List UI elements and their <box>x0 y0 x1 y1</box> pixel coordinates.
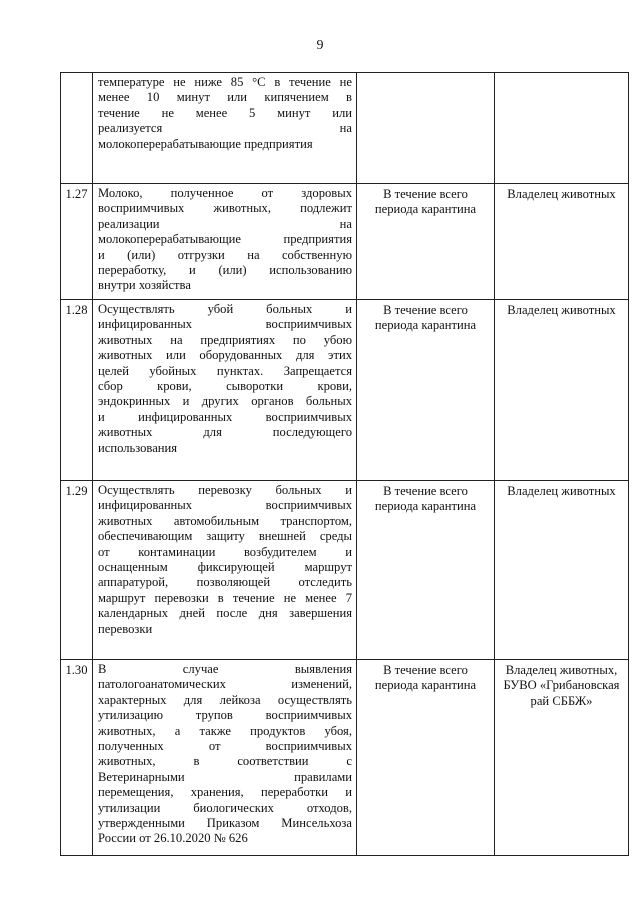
text-line: В течение всего <box>383 187 468 201</box>
text-line: БУВО «Грибановская <box>503 678 620 693</box>
measure-line: и (или) отгрузки на собственную <box>98 247 352 262</box>
row-number-cell <box>61 73 93 184</box>
period-cell <box>357 184 495 300</box>
row-number-cell <box>61 660 93 856</box>
text-line: Владелец животных <box>507 187 616 201</box>
text-line: периода карантина <box>374 678 477 693</box>
responsible-cell <box>495 481 629 660</box>
row-number: 1.28 <box>65 303 88 317</box>
measure-line: утилизации биологических отходов, <box>98 800 352 815</box>
measure-line: течение не менее 5 минут или <box>98 105 352 120</box>
text-line: рай СББЖ» <box>530 693 593 708</box>
measure-line: перевозки <box>98 621 153 636</box>
text-line: Владелец животных, <box>505 663 618 677</box>
measure-cell <box>93 660 357 856</box>
measure-line: характерных для лейкоза осуществлять <box>98 692 352 707</box>
measure-line: В случае выявления <box>98 662 352 676</box>
measure-line: менее 10 минут или кипячением в <box>98 90 352 105</box>
measure-line: эндокринных и других органов больных <box>98 394 352 409</box>
measures-table <box>60 72 629 856</box>
measure-line: Осуществлять убой больных и <box>98 302 352 316</box>
measure-cell <box>93 184 357 300</box>
measure-line: реализуется на <box>98 121 352 136</box>
responsible-cell <box>495 73 629 184</box>
measure-text <box>98 186 352 294</box>
measure-line: патологоанатомических изменений, <box>98 677 352 692</box>
measure-line: утилизацию трупов восприимчивых <box>98 708 352 723</box>
page-number: 9 <box>316 38 324 53</box>
row-number: 1.27 <box>65 187 88 201</box>
text-line: В течение всего <box>383 484 468 498</box>
measure-cell <box>93 300 357 481</box>
responsible-cell <box>495 300 629 481</box>
table-row <box>61 660 629 856</box>
measure-line: температуре не ниже 85 °С в течение не <box>98 75 352 89</box>
measure-line: животных на предприятиях по убою <box>98 332 352 347</box>
responsible-cell <box>495 660 629 856</box>
measure-line: молокоперерабатывающие предприятия <box>98 136 313 151</box>
measure-cell <box>93 73 357 184</box>
measure-text <box>98 483 352 637</box>
measure-line: переработку, и (или) использованию <box>98 263 352 278</box>
table-row <box>61 73 629 184</box>
text-line: В течение всего <box>383 663 468 677</box>
measure-line: от контаминации возбудителем и <box>98 544 352 559</box>
row-number-cell <box>61 481 93 660</box>
text-line: В течение всего <box>383 303 468 317</box>
text-line: Владелец животных <box>507 484 616 498</box>
measure-line: целей убойных пунктах. Запрещается <box>98 363 352 378</box>
measure-line: обеспечивающим защиту внешней среды <box>98 529 352 544</box>
measure-line: животных или оборудованных для этих <box>98 348 352 363</box>
responsible-cell <box>495 184 629 300</box>
measure-line: инфицированных восприимчивых <box>98 498 352 513</box>
measure-line: внутри хозяйства <box>98 278 191 293</box>
table-row <box>61 184 629 300</box>
measure-line: молокоперерабатывающие предприятия <box>98 232 352 247</box>
measure-line: животных, а также продуктов убоя, <box>98 723 352 738</box>
measure-text <box>98 302 352 456</box>
period-cell <box>357 300 495 481</box>
row-number-cell <box>61 184 93 300</box>
measure-line: календарных дней после дня завершения <box>98 606 352 621</box>
table-row <box>61 300 629 481</box>
measure-line: утвержденными Приказом Минсельхоза <box>98 816 352 831</box>
measure-line: животных, в соответствии с <box>98 754 352 769</box>
period-cell <box>357 660 495 856</box>
measure-line: сбор крови, сыворотки крови, <box>98 379 352 394</box>
row-number: 1.30 <box>65 663 88 677</box>
measure-line: реализации на <box>98 216 352 231</box>
measure-line: использования <box>98 440 178 455</box>
text-line: периода карантина <box>374 202 477 217</box>
measure-text <box>98 75 352 152</box>
measure-line: инфицированных восприимчивых <box>98 317 352 332</box>
period-cell <box>357 481 495 660</box>
measure-line: аппаратурой, позволяющей отследить <box>98 575 352 590</box>
measure-line: оснащенным фиксирующей маршрут <box>98 560 352 575</box>
measure-line: России от 26.10.2020 № 626 <box>98 831 248 846</box>
measure-text <box>98 662 352 847</box>
text-line: Владелец животных <box>507 303 616 317</box>
measure-line: маршрут перевозки в течение не менее 7 <box>98 590 352 605</box>
measure-line: животных автомобильным транспортом, <box>98 513 352 528</box>
row-number: 1.29 <box>65 484 88 498</box>
measure-line: и инфицированных восприимчивых <box>98 409 352 424</box>
row-number-cell <box>61 300 93 481</box>
period-cell <box>357 73 495 184</box>
measure-line: Ветеринарными правилами <box>98 769 352 784</box>
measures-table-body <box>61 73 629 856</box>
table-row <box>61 481 629 660</box>
text-line: периода карантина <box>374 499 477 514</box>
measure-line: животных для последующего <box>98 425 352 440</box>
measure-line: Осуществлять перевозку больных и <box>98 483 352 497</box>
measure-line: Молоко, полученное от здоровых <box>98 186 352 200</box>
measure-line: перемещения, хранения, переработки и <box>98 785 352 800</box>
text-line: периода карантина <box>374 318 477 333</box>
measure-line: восприимчивых животных, подлежит <box>98 201 352 216</box>
measure-line: полученных от восприимчивых <box>98 739 352 754</box>
measure-cell <box>93 481 357 660</box>
